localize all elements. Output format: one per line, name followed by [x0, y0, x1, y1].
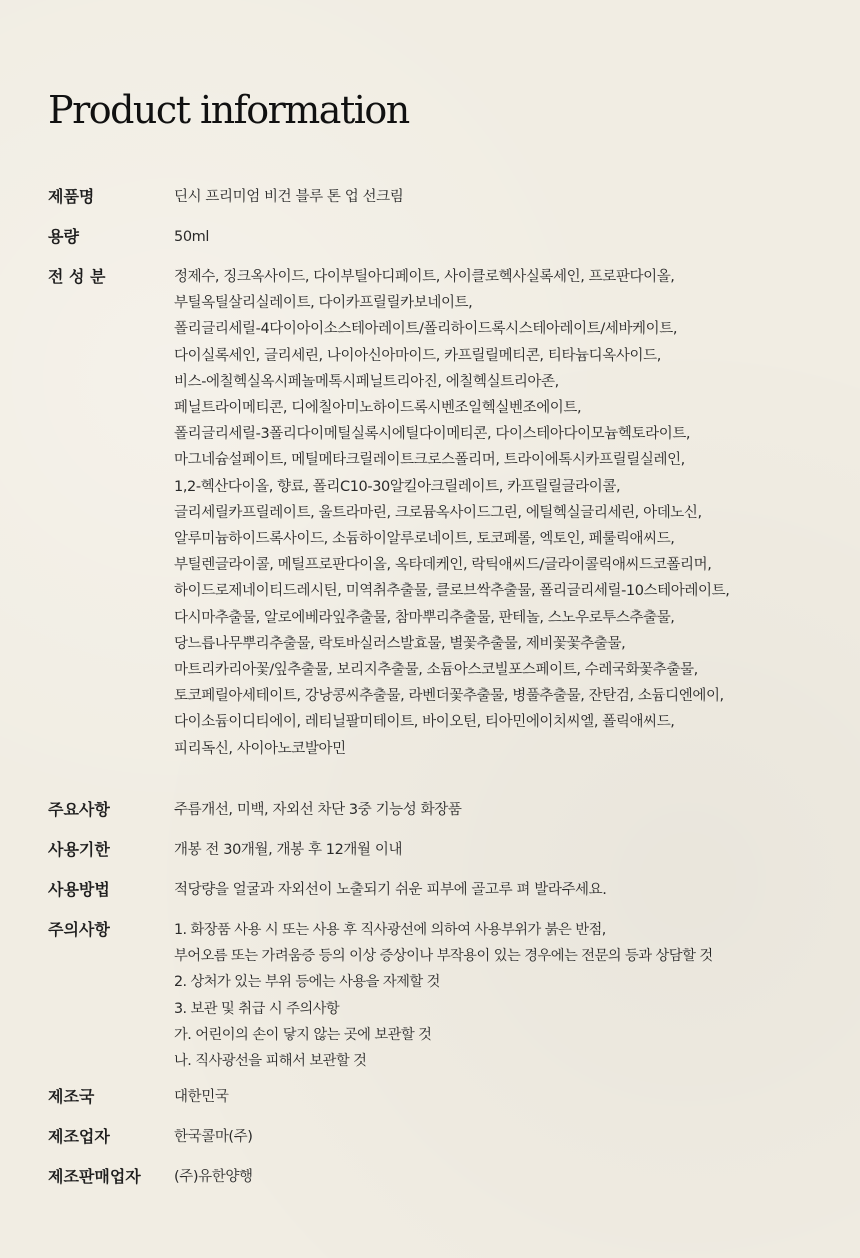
ingredients-line: 알루미늄하이드록사이드, 소듐하이알루로네이트, 토코페롤, 엑토인, 페룰릭애씨드,	[174, 531, 675, 548]
volume-label: 용량	[48, 227, 79, 246]
ingredients-line: 토코페릴아세테이트, 강낭콩씨추출물, 라벤더꽃추출물, 병풀추출물, 잔탄검, 소듐디엔에이,	[174, 688, 724, 705]
caution-line: 3. 보관 및 취급 시 주의사항	[174, 1000, 340, 1017]
info-row-usage	[48, 877, 848, 917]
ingredients-line: 폴리글리세릴-3폴리다이메틸실록시에틸다이메티콘, 다이스테아다이모늄헥토라이트,	[174, 426, 691, 443]
ingredients-line: 다이실록세인, 글리세린, 나이아신아마이드, 카프릴릴메티콘, 티타늄디옥사이드,	[174, 347, 661, 364]
info-row-country	[48, 1084, 848, 1124]
manufacturer-value: 한국콜마(주)	[174, 1129, 253, 1145]
country-label: 제조국	[48, 1087, 95, 1106]
ingredients-line: 1,2-헥산다이올, 향료, 폴리C10-30알킬아크릴레이트, 카프릴릴글라이콜,	[174, 478, 621, 495]
info-row-manufacturer	[48, 1124, 848, 1164]
main-points-value: 주름개선, 미백, 자외선 차단 3중 기능성 화장품	[174, 802, 462, 818]
ingredients-line: 폴리글리세릴-4다이아이소스테아레이트/폴리하이드록시스테아레이트/세바케이트,	[174, 321, 678, 338]
main-points-label: 주요사항	[48, 800, 110, 819]
ingredients-line: 다이소듐이디티에이, 레티닐팔미테이트, 바이오틴, 티아민에이치씨엘, 폴릭애씨드,	[174, 714, 675, 731]
caution-label: 주의사항	[48, 920, 110, 939]
ingredients-line: 하이드로제네이티드레시틴, 미역취추출물, 클로브싹추출물, 폴리글리세릴-10스테아레이트,	[174, 583, 730, 600]
ingredients-line: 다시마추출물, 알로에베라잎추출물, 참마뿌리추출물, 판테놀, 스노우로투스추출물,	[174, 609, 675, 626]
ingredients-line: 정제수, 징크옥사이드, 다이부틸아디페이트, 사이클로헥사실록세인, 프로판다이올,	[174, 269, 675, 285]
product-name-value: 딘시 프리미엄 비건 블루 톤 업 선크림	[174, 189, 404, 205]
ingredients-line: 비스-에칠헥실옥시페놀메톡시페닐트리아진, 에칠헥실트리아존,	[174, 373, 559, 390]
usage-label: 사용방법	[48, 880, 110, 899]
country-value: 대한민국	[174, 1089, 229, 1105]
manufacturer-label: 제조업자	[48, 1127, 110, 1146]
ingredients-line: 마그네슘설페이트, 메틸메타크릴레이트크로스폴리머, 트라이에톡시카프릴릴실레인,	[174, 452, 685, 469]
product-name-label: 제품명	[48, 187, 95, 206]
info-row-seller	[48, 1164, 848, 1204]
caution-line: 2. 상처가 있는 부위 등에는 사용을 자제할 것	[174, 974, 440, 991]
info-row-caution	[48, 917, 848, 1084]
seller-value: (주)유한양행	[174, 1169, 253, 1185]
expiry-value: 개봉 전 30개월, 개봉 후 12개월 이내	[174, 842, 403, 858]
ingredients-value	[174, 264, 848, 762]
info-row-ingredients	[48, 264, 848, 797]
page-title: Product information	[48, 88, 409, 132]
ingredients-line: 마트리카리아꽃/잎추출물, 보리지추출물, 소듐아스코빌포스페이트, 수레국화꽃추출물,	[174, 662, 698, 679]
ingredients-line: 부틸옥틸살리실레이트, 다이카프릴릴카보네이트,	[174, 295, 473, 312]
caution-line: 가. 어린이의 손이 닿지 않는 곳에 보관할 것	[174, 1026, 432, 1043]
ingredients-line: 부틸렌글라이콜, 메틸프로판다이올, 옥타데케인, 락틱애씨드/글라이콜릭애씨드코폴리머,	[174, 557, 712, 574]
info-row-main-points	[48, 797, 848, 837]
product-info-table	[48, 184, 848, 1204]
seller-label: 제조판매업자	[48, 1167, 141, 1186]
ingredients-line: 피리독신, 사이아노코발아민	[174, 740, 346, 757]
ingredients-line: 당느릅나무뿌리추출물, 락토바실러스발효물, 별꽃추출물, 제비꽃꽃추출물,	[174, 635, 626, 652]
caution-value	[174, 917, 848, 1074]
expiry-label: 사용기한	[48, 840, 110, 859]
ingredients-label: 전 성 분	[48, 267, 106, 286]
info-row-product-name	[48, 184, 848, 224]
caution-line: 나. 직사광선을 피해서 보관할 것	[174, 1053, 367, 1070]
ingredients-line: 페닐트라이메티콘, 디에칠아미노하이드록시벤조일헥실벤조에이트,	[174, 400, 582, 417]
caution-line: 1. 화장품 사용 시 또는 사용 후 직사광선에 의하여 사용부위가 붉은 반점,	[174, 922, 606, 938]
usage-value: 적당량을 얼굴과 자외선이 노출되기 쉬운 피부에 골고루 펴 발라주세요.	[174, 882, 607, 898]
caution-line: 부어오름 또는 가려움증 등의 이상 증상이나 부작용이 있는 경우에는 전문의 등과 상담할 것	[174, 948, 713, 965]
info-row-volume	[48, 224, 848, 264]
volume-value: 50ml	[174, 229, 210, 245]
info-row-expiry	[48, 837, 848, 877]
ingredients-line: 글리세릴카프릴레이트, 울트라마린, 크로뮴옥사이드그린, 에틸헥실글리세린, 아데노신,	[174, 504, 702, 521]
